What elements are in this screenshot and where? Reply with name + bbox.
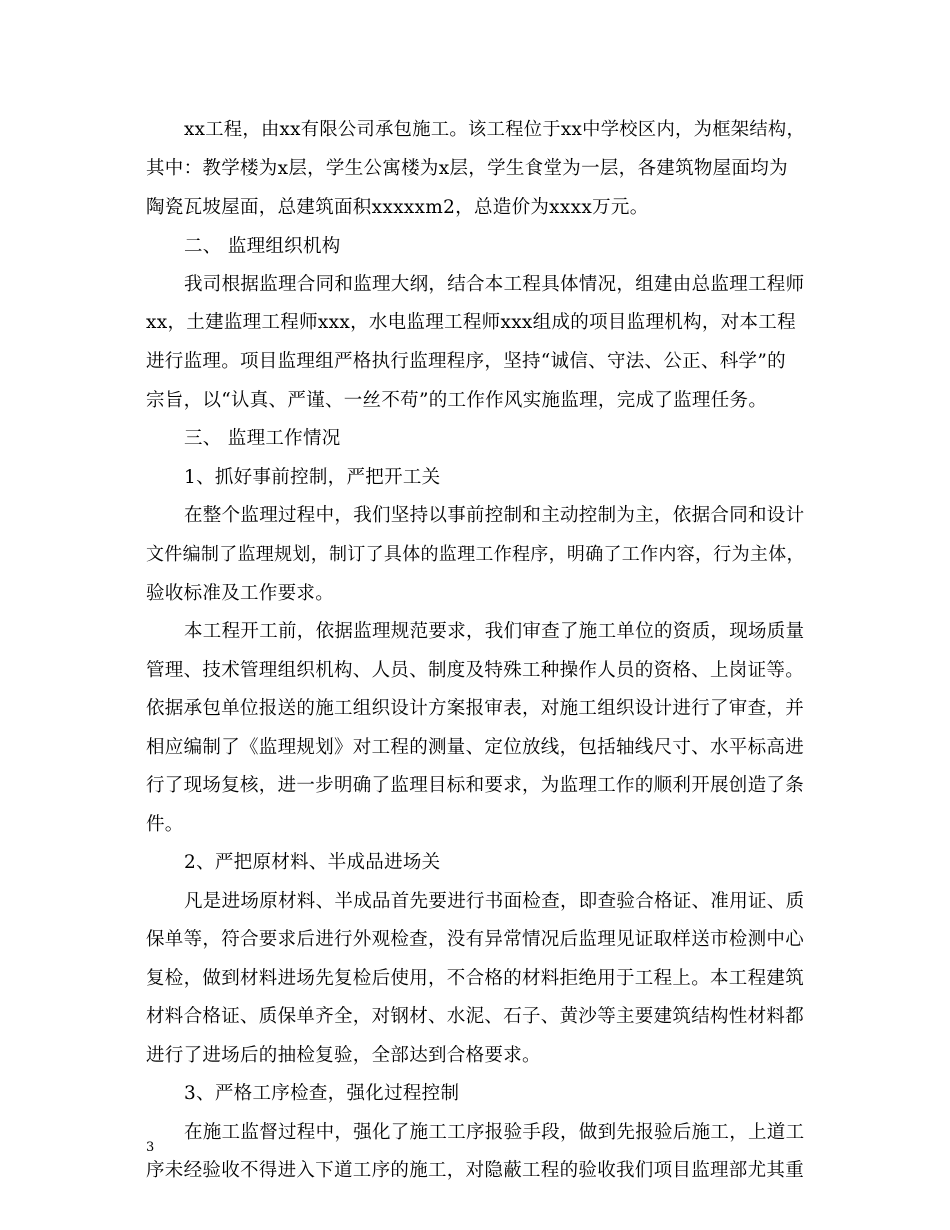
text-line: 依据承包单位报送的施工组织设计方案报审表，对施工组织设计进行了审查，并 [146, 698, 805, 719]
text-line: xx，土建监理工程师xxx，水电监理工程师xxx组成的项目监理机构，对本工程 [146, 312, 796, 333]
text-line: 件。 [146, 814, 184, 835]
text-line: 行了现场复核，进一步明确了监理目标和要求，为监理工作的顺利开展创造了条 [146, 775, 805, 796]
text-line: 凡是进场原材料、半成品首先要进行书面检查，即查验合格证、准用证、质 [184, 891, 805, 912]
text-line: 进行了进场后的抽检复验，全部达到合格要求。 [146, 1045, 541, 1066]
text-line: 进行监理。项目监理组严格执行监理程序，坚持“诚信、守法、公正、科学”的 [146, 351, 786, 372]
text-line: 在施工监督过程中，强化了施工工序报验手段，做到先报验后施工，上道工 [184, 1122, 805, 1143]
subsection-heading: 3、严格工序检查，强化过程控制 [184, 1083, 460, 1104]
section-heading: 三、 监理工作情况 [184, 428, 341, 449]
text-line: 序未经验收不得进入下道工序的施工，对隐蔽工程的验收我们项目监理部尤其重 [146, 1160, 805, 1181]
section-heading: 二、 监理组织机构 [184, 236, 341, 257]
text-line: 管理、技术管理组织机构、人员、制度及特殊工种操作人员的资格、上岗证等。 [146, 660, 805, 681]
text-line: 材料合格证、质保单齐全，对钢材、水泥、石子、黄沙等主要建筑结构性材料都 [146, 1006, 805, 1027]
text-line: 文件编制了监理规划，制订了具体的监理工作程序，明确了工作内容，行为主体， [146, 544, 805, 565]
text-line: xx工程，由xx有限公司承包施工。该工程位于xx中学校区内，为框架结构， [184, 119, 806, 140]
text-line: 陶瓷瓦坡屋面，总建筑面积xxxxxm2，总造价为xxxx万元。 [146, 197, 649, 218]
text-line: 验收标准及工作要求。 [146, 583, 335, 604]
text-line: 在整个监理过程中，我们坚持以事前控制和主动控制为主，依据合同和设计 [184, 505, 805, 526]
text-line: 复检，做到材料进场先复检后使用，不合格的材料拒绝用于工程上。本工程建筑 [146, 968, 805, 989]
text-line: 其中：教学楼为x层，学生公寓楼为x层，学生食堂为一层，各建筑物屋面均为 [146, 158, 788, 179]
subsection-heading: 1、抓好事前控制，严把开工关 [184, 467, 441, 488]
subsection-heading: 2、严把原材料、半成品进场关 [184, 852, 441, 873]
text-line: 宗旨，以“认真、严谨、一丝不苟”的工作作风实施监理，完成了监理任务。 [146, 390, 768, 411]
text-line: 保单等，符合要求后进行外观检查，没有异常情况后监理见证取样送市检测中心 [146, 929, 805, 950]
page-number: 3 [146, 1140, 155, 1155]
text-line: 我司根据监理合同和监理大纲，结合本工程具体情况，组建由总监理工程师 [184, 274, 805, 295]
text-line: 相应编制了《监理规划》对工程的测量、定位放线，包括轴线尺寸、水平标高进 [146, 737, 805, 758]
text-line: 本工程开工前，依据监理规范要求，我们审查了施工单位的资质，现场质量 [184, 621, 805, 642]
